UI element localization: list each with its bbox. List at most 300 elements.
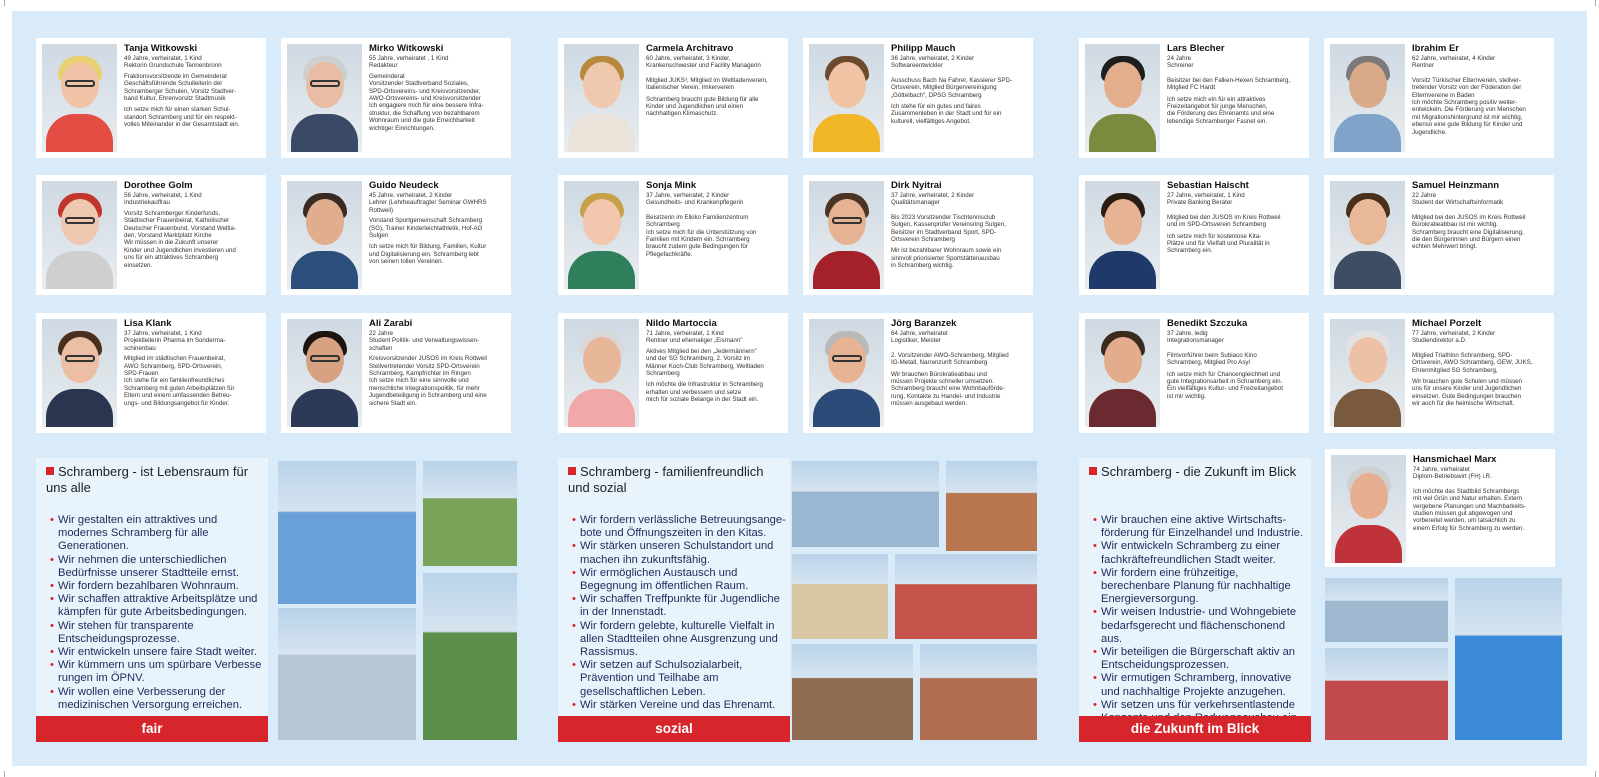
bullet-item: • Wir beteiligen die Bürgerschaft aktiv an Entscheidungsprozessen. [1093,646,1307,672]
description-line: Kreisvorsitzender JUSOS im Kreis Rottweil [369,355,487,363]
description-line: Ich setze mich für Bildung, Familien, Kultur [369,243,487,251]
candidate-card [558,38,788,158]
candidate-meta: Rentner und ehemaliger „Eismann" [646,337,743,345]
section-bullets [1093,514,1307,725]
candidate-name: Hansmichael Marx [1413,454,1497,465]
candidate-text [1413,454,1550,565]
town-photo [895,554,1037,639]
description-line: Mitglied bei den JUSOS im Kreis Rottweil [1167,213,1281,221]
candidate-name: Samuel Heinzmann [1412,180,1500,191]
candidate-meta: Softwareentwickler [891,62,943,70]
candidate-meta: Private Banking Berater [1167,199,1233,207]
description-line: kulturell, vielfältiges Angebot. [891,117,971,125]
section-label-bar: sozial [558,716,790,742]
bullet-item: • Wir setzen auf Schulsozialarbeit, Prävention und Teilhabe am gesellschaftlichen Leben. [572,659,786,699]
description-line: einsetzen. [124,261,153,269]
description-line: Schramberg braucht gute Bildung für alle [646,95,759,103]
candidate-text [891,43,1028,156]
town-photo [1325,578,1448,642]
photo-body [568,114,635,152]
candidate-card [281,313,511,433]
description-line: Plätze und für Vielfalt und Pluralität in [1167,240,1270,248]
description-line: Schramberg ein. [1167,247,1213,255]
bullet-item: • Wir ermöglichen Austausch und Begegnung im öffentlichen Raum. [572,567,786,593]
candidate-meta: Integrationsmanager [1167,337,1224,345]
bullet-item: • Wir nehmen die unterschiedlichen Bedürfnisse unserer Stadtteile ernst. [50,554,264,580]
candidate-name: Mirko Witkowski [369,43,444,54]
section-title-text: Schramberg - die Zukunft im Blick [1101,464,1297,479]
photo-body [46,251,113,289]
bullet-item: • Wir entwickeln unsere faire Stadt weiter. [50,646,264,659]
section-label-bar: fair [36,716,268,742]
description-line: Filmvorführer beim Subiaco Kino [1167,351,1257,359]
crop-mark [1595,0,1596,6]
description-line: vorbereitet werden, um tatsächlich zu [1413,517,1516,525]
candidate-photo [809,44,884,152]
description-line: in Schramberg wichtig. [891,262,954,270]
section-label-bar: die Zukunft im Blick [1079,716,1311,742]
candidate-meta: 37 Jahre, verheiratet, 2 Kinder [646,192,730,199]
section-title [1089,464,1305,480]
candidate-photo [564,181,639,289]
description-line: Kinder und Jugendlichen und einen [646,103,744,111]
candidate-name: Benedikt Szczuka [1167,318,1248,329]
description-line: ist mir wichtig. [1167,392,1206,400]
description-line: Elternvereine in Baden [1412,91,1475,99]
description-line: Wir brauchen gute Schulen und müssen [1412,378,1523,386]
candidate-meta: Rentner [1412,62,1435,70]
description-line: Sulgen [369,232,389,240]
candidate-description [1167,348,1304,400]
description-line: Freizeitangebot für junge Menschen, [1167,103,1268,111]
candidate-meta: Lehrer (Lehrbeauftragter Seminar GWHRS [369,199,487,207]
section-bullets [572,514,786,712]
description-line: sichere Stadt ein. [369,399,417,407]
candidate-description [891,73,1028,125]
bullet-item: • Wir fordern bezahlbaren Wohnraum. [50,580,264,593]
description-line: IG-Metall, Narrenzunft Schramberg [891,359,988,367]
candidate-description [124,355,261,407]
candidate-name: Sonja Mink [646,180,697,191]
description-line: vergebene Planungen und Machbarkeits- [1413,502,1527,510]
candidate-card [1324,175,1554,295]
description-line: Beisitzer bei den Falken-Hexen Schramberg, [1167,76,1291,84]
candidate-card [36,313,266,433]
description-line: standort Schramberg und für ein respekt- [124,113,237,121]
candidate-meta: Gesundheits- und Krankenpflegerin [646,199,744,207]
description-line: uns für ein attraktives Schramberg [124,254,219,262]
description-line: tretender Vorsitz von der Föderation der [1412,84,1522,92]
photo-body [1334,114,1401,152]
candidate-description [1412,73,1549,136]
candidate-meta: Projektleiterin Pharma im Sonderma- [124,337,226,345]
description-line: rung, Kontakte zu Handel- und Industrie [891,392,1001,400]
candidate-card [281,38,511,158]
candidate-name: Carmela Architravo [646,43,734,54]
description-line: die den Bürgerinnen und Bürgern einen [1412,236,1521,244]
photo-body [291,251,358,289]
candidate-description [646,73,783,118]
description-line: Vorsitz Türkischer Elternverein, stellver- [1412,76,1521,84]
candidate-meta: Diplom-Betriebswirt (FH) i.R. [1413,473,1492,481]
description-line: Mitglied JUKS³, Mitglied im Weltladenverein, [646,76,768,84]
photo-body [46,389,113,427]
candidate-card [281,175,511,295]
candidate-card [558,175,788,295]
red-square-icon [568,467,576,475]
bullet-item: • Wir ermutigen Schramberg, innovative und nachhaltige Projekte anzugehen. [1093,672,1307,698]
description-line: Ortsverein Schramberg [891,236,955,244]
candidate-meta: 71 Jahre, verheiratet, 1 Kind [646,330,724,337]
description-line: band Kultur, Ehrenvorsitz Stadtmusik [124,95,226,103]
description-line: Ich engagiere mich für eine bessere Infra- [369,102,484,110]
description-line: und der SG Schramberg, 2. Vorsitz im [646,355,751,363]
description-line: mich für soziale Belange in der Stadt ein. [646,396,759,404]
section-title-text: Schramberg - ist Lebensraum für uns alle [46,464,249,495]
description-line: wir auch für die heimische Wirtschaft. [1412,400,1515,408]
candidate-meta: 36 Jahre, verheiratet, 2 Kinder [891,55,975,62]
photo-body [291,389,358,427]
candidate-photo [1085,181,1160,289]
town-photo [278,608,416,740]
candidate-card [803,313,1033,433]
town-photo [423,573,517,740]
description-line: Ich möchte die Infrastruktur in Schramberg [646,381,763,389]
candidate-meta: 45 Jahre, verheiratet, 2 Kinder [369,192,453,199]
description-line: Ich stehe für ein gutes und faires [891,103,981,111]
description-line: Schramberg, Kampfrichter im Ringen [369,370,471,378]
bullet-item: • Wir setzen uns für verkehrsentlastende [1093,699,1307,725]
crop-mark [1595,771,1596,777]
town-photo [792,644,913,740]
photo-head [583,199,621,245]
description-line: AWO-Ortsvereins- und Kreisvorsitzender [369,95,481,103]
description-line: die Förderung des Ehrenamts und eine [1167,110,1275,118]
candidate-card [1079,175,1309,295]
description-line: Bis 2023 Vorsitzender Tischtennisclub [891,213,996,221]
candidate-name: Lisa Klank [124,318,172,329]
candidate-meta: Studiendirektor a.D. [1412,337,1467,345]
candidate-text [646,180,783,293]
candidate-name: Sebastian Haischt [1167,180,1249,191]
program-section [558,458,790,740]
description-line: (SG), Trainer Kinderleichtathletik, Hof-AG [369,224,483,232]
candidate-photo [1085,44,1160,152]
candidate-photo [809,181,884,289]
candidate-description [646,210,783,258]
candidate-photo [42,181,117,289]
candidate-card [803,175,1033,295]
description-line: Bürokratieabbau ist mir wichtig. [1412,221,1498,229]
bullet-item: • Wir fordern eine frühzeitige, berechenbare Planung für nachhaltige Energieversorgung. [1093,567,1307,607]
description-line: Jugendliche. [1412,128,1447,136]
bullet-item: • Wir stärken Vereine und das Ehrenamt. [572,699,786,712]
red-square-icon [1089,467,1097,475]
candidate-description [1412,210,1549,251]
description-line: struktur, die Schaffung von bezahlbarem [369,109,480,117]
description-line: einsetzen. Gute Bedingungen brauchen [1412,392,1522,400]
description-line: müssen Projekte schneller umsetzen. [891,378,994,386]
candidate-card [1079,313,1309,433]
candidate-meta: 22 Jahre [369,330,394,337]
candidate-photo [287,181,362,289]
description-line: SPD-Ortsvereins- und Kreisvorsitzender, [369,87,481,95]
description-line: gute Integrationsarbeit in Schramberg ein. [1167,378,1283,386]
candidate-meta: 77 Jahre, verheiratet, 2 Kinder [1412,330,1496,337]
town-photo [920,644,1037,740]
candidate-name: Philipp Mauch [891,43,956,54]
description-line: den, Vorstand Marktplatz Kirche [124,232,212,240]
photo-body [813,389,880,427]
description-line: AWO Schramberg, SPD-Ortsverein, [124,362,223,370]
photo-body [291,114,358,152]
description-line: Geschäftsführende Schulleiterin der [124,80,223,88]
photo-body [1089,389,1156,427]
description-line: Wir müssen in die Zukunft unserer [124,239,219,247]
candidate-name: Nildo Martoccia [646,318,717,329]
town-photo [278,461,416,604]
bullet-item: • Wir brauchen eine aktive Wirtschafts- förderung für Einzelhandel und Industrie. [1093,514,1307,540]
candidate-card [1325,449,1555,567]
town-photo [1325,648,1448,740]
candidate-description [891,210,1028,270]
description-line: Stellvertretender Vorsitz SPD-Ortsverein [369,362,480,370]
description-line: studien müssen gut abgewogen und [1413,510,1513,518]
description-line: Wir brauchen Bürokratieabbau und [891,370,987,378]
description-line: sinnvoll priorisierter Sportstättenausbau [891,254,1000,262]
description-line: Pflegefachkräfte. [646,250,693,258]
photo-head [1104,337,1142,383]
candidate-card [558,313,788,433]
photo-body [1334,251,1401,289]
candidate-meta: 49 Jahre, verheiratet, 1 Kind [124,55,202,62]
photo-glasses [832,355,862,362]
candidate-text [124,180,261,293]
photo-head [1349,337,1387,383]
photo-body [1089,114,1156,152]
photo-body [813,251,880,289]
candidate-text [369,43,506,156]
description-line: Ausschuss Bach Na Fahrer, Kassierer SPD- [891,76,1013,84]
description-line: braucht zudem gute Bedingungen für [646,243,748,251]
candidate-photo [564,44,639,152]
candidate-photo [42,44,117,152]
description-line: Schramberg [646,221,680,229]
candidate-card [1324,38,1554,158]
candidate-description [1167,73,1304,125]
description-line: Ich setze mich für einen starken Schul- [124,106,231,114]
description-line: Ich stehe für ein familienfreundliches [124,377,225,385]
description-line: Kinder und Jugendlichen investieren und [124,246,236,254]
candidate-text [124,318,261,431]
bullet-item: • Wir entwickeln Schramberg zu einer fachkräftefreundlichen Stadt weiter. [1093,540,1307,566]
program-section [1079,458,1311,740]
description-line: Eltern und einem umfassenden Betreu- [124,392,232,400]
candidate-description [1413,484,1550,532]
photo-head [583,62,621,108]
candidate-name: Michael Porzelt [1412,318,1482,329]
candidate-meta: 62 Jahre, verheiratet, 4 Kinder [1412,55,1496,62]
photo-glasses [310,80,340,87]
candidate-meta: Logistiker, Meister [891,337,941,345]
candidate-photo [1330,181,1405,289]
candidate-text [1167,43,1304,156]
candidate-text [646,318,783,431]
candidate-description [369,217,506,265]
candidate-meta: 22 Jahre [1412,192,1437,199]
candidate-meta: Rektorin Grundschule Tennenbronn [124,62,222,70]
description-line: müssen ausgebaut werden. [891,400,968,408]
candidate-name: Ali Zarabi [369,318,413,329]
candidate-meta: 60 Jahre, verheiratet, 3 Kinder, [646,55,731,62]
town-photo [792,461,939,547]
bullet-item: • Wir stärken unseren Schulstandort und machen ihn zukunftsfähig. [572,540,786,566]
description-line: Ich setze mich für kostenlose Kita- [1167,232,1262,240]
photo-body [568,251,635,289]
description-line: und Digitalisierung ein. Schramberg lebt [369,250,479,258]
candidate-meta: Rottweil) [369,206,394,214]
candidate-text [1412,43,1549,156]
description-line: einem Erfolg für Schramberg zu werden. [1413,524,1525,532]
candidate-meta: Krankenschwester und Facility Managerin [646,62,761,70]
description-line: Schramberg braucht eine Wohnbauförde- [891,385,1005,393]
description-line: „Göttelbach", DPSG Schramberg [891,91,982,99]
candidate-card [803,38,1033,158]
description-line: Ich setze mich ein für ein attraktives [1167,95,1266,103]
description-line: 2. Vorsitzender AWO-Schramberg, Mitglied [891,351,1009,359]
bullet-item: • Wir gestalten ein attraktives und modernes Schramberg für alle Generationen. [50,514,264,554]
description-line: mit viel Grün und Natur erhalten. Extern [1413,495,1523,503]
description-line: Städtischer Frauenbeirat, Katholischer [124,217,230,225]
description-line: ebenso eine gute Bildung für Kinder und [1412,121,1523,129]
candidate-photo [1085,319,1160,427]
section-title [568,464,784,496]
description-line: Fraktionsvorsitzende im Gemeinderat [124,72,227,80]
photo-glasses [310,355,340,362]
candidate-name: Lars Blecher [1167,43,1225,54]
section-title [46,464,262,496]
description-line: Gemeinderat [369,72,405,80]
photo-glasses [65,217,95,224]
town-photo [1455,578,1562,740]
description-line: Schramberg braucht eine Digitalisierung, [1412,228,1524,236]
candidate-photo [1331,455,1406,563]
candidate-photo [287,319,362,427]
photo-head [1349,199,1387,245]
description-line: Deutscher Frauenbund, Vorstand Weltla- [124,224,237,232]
photo-body [46,114,113,152]
photo-head [1350,473,1388,519]
photo-head [583,337,621,383]
candidate-photo [564,319,639,427]
description-line: Ein vielfältiges Kultur- und Freizeitangebot [1167,385,1283,393]
bullet-item: • Wir weisen Industrie- und Wohngebiete bedarfsgerecht und flächenschonend aus. [1093,606,1307,646]
photo-body [1089,251,1156,289]
bullet-item: • Wir kümmern uns um spürbare Verbesse rungen im ÖPNV. [50,659,264,685]
candidate-description [1167,210,1304,255]
candidate-meta: schinenbau [124,344,156,352]
description-line: Jugendbeteiligung in Schramberg und eine [369,392,487,400]
candidate-text [369,318,506,431]
photo-body [813,114,880,152]
town-photo [423,461,517,566]
bullet-item: • Wir fordern verlässliche Betreuungsange- bote und Öffnungszeiten in den Kitas. [572,514,786,540]
description-line: Ich setze mich für eine sinnvolle und [369,377,469,385]
description-line: Zusammenleben in der Stadt und für ein [891,110,1002,118]
description-line: entwickeln. Die Förderung von Menschen [1412,106,1526,114]
photo-glasses [832,217,862,224]
candidate-text [646,43,783,156]
candidate-meta: 27 Jahre, verheiratet, 1 Kind [1167,192,1245,199]
candidate-name: Guido Neudeck [369,180,439,191]
candidate-description [369,73,506,132]
description-line: SPD-Frauen [124,370,159,378]
crop-mark [4,771,5,777]
candidate-text [1412,180,1549,293]
photo-head [1349,62,1387,108]
description-line: Ich möchte Schramberg positiv weiter- [1412,99,1518,107]
photo-head [306,199,344,245]
description-line: Ortsverein, Mitglied Bürgervereinigung [891,84,997,92]
candidate-photo [287,44,362,152]
description-line: Aktives Mitglied bei den „Jedermännern" [646,347,757,355]
candidate-meta: 55 Jahre, verheiratet , 1 Kind [369,55,449,62]
description-line: lebendige Schramberger Fasnet ein. [1167,117,1268,125]
candidate-description [369,355,506,407]
candidate-text [891,318,1028,431]
description-line: Mitglied im städtischen Frauenbeirat, [124,355,226,363]
description-line: wichtiger Einrichtungen. [369,124,435,132]
description-line: und im SPD-Ortsverein Schramberg [1167,221,1267,229]
crop-mark [4,0,5,6]
candidate-meta: Student Politik- und Verwaltungswissen- [369,337,480,345]
description-line: Wohnraum und die gute Erreichbarkeit [369,117,475,125]
description-line: Männer Koch-Club Schramberg, Weltladen [646,362,764,370]
candidate-meta: 64 Jahre, verheiratet [891,330,948,337]
bullet-item: • Wir wollen eine Verbesserung der medizinischen Versorgung erreichen. [50,686,264,712]
description-line: Beisitzer im Stadtverband Sport, SPD- [891,228,997,236]
description-line: Ortsverein, AWO Schramberg, GEW, JUKS, [1412,359,1533,367]
candidate-card [36,38,266,158]
candidate-name: Jörg Baranzek [891,318,957,329]
candidate-text [891,180,1028,293]
photo-head [1104,199,1142,245]
description-line: Vorsitzender Stadtverband Soziales, [369,80,469,88]
candidate-meta: schaften [369,344,393,352]
candidate-meta: 37 Jahre, verheiratet, 2 Kinder [891,192,975,199]
section-title-text: Schramberg - familienfreundlich und sozial [568,464,764,495]
candidate-name: Ibrahim Er [1412,43,1459,54]
description-line: nachhaltigen Klimaschutz. [646,110,718,118]
photo-glasses [65,80,95,87]
candidate-name: Dorothee Golm [124,180,193,191]
candidate-meta: 24 Jahre [1167,55,1192,62]
candidate-meta: 37 Jahre, verheiratet, 1 Kind [124,330,202,337]
bullet-item: • Wir stehen für transparente Entscheidungsprozesse. [50,620,264,646]
candidate-description [124,73,261,129]
candidate-meta: Industriekauffrau [124,199,170,207]
photo-head [828,62,866,108]
description-line: Schramberg, Mitglied Pro Asyl [1167,359,1250,367]
candidate-card [36,175,266,295]
description-line: Beisitzerin im Elkiko Familienzentrum [646,213,749,221]
photo-head [1104,62,1142,108]
description-line: Familien mit Kindern ein. Schramberg [646,236,750,244]
description-line: Mitglied bei den JUSOS im Kreis Rottweil [1412,213,1526,221]
candidate-description [1412,348,1549,408]
description-line: Mitglied Triathlon Schramberg, SPD- [1412,351,1513,359]
candidate-photo [1330,319,1405,427]
